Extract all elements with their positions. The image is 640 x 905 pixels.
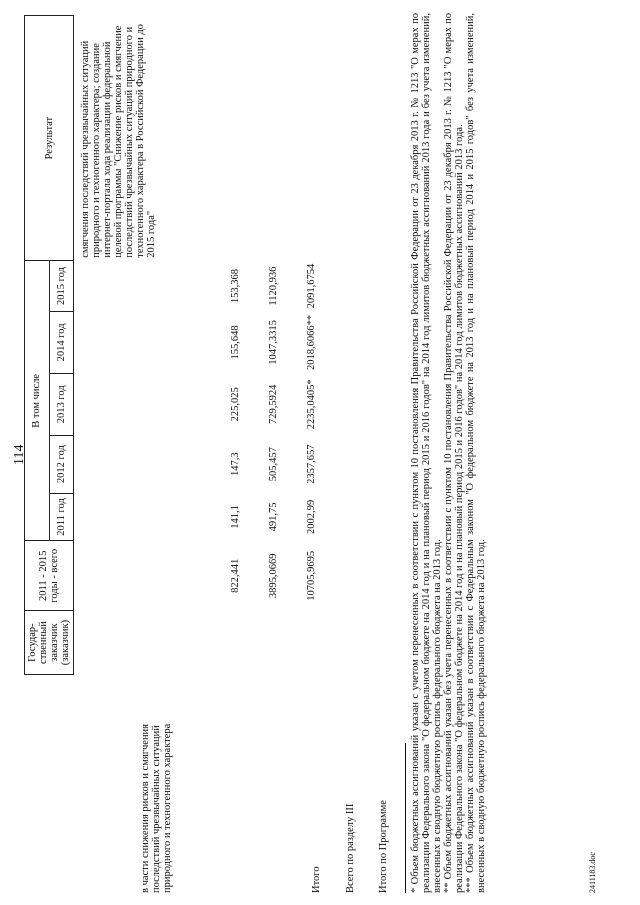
footnote-1: * Объем бюджетных ассигнований указан с учетом перенесенных в соответствии с пунктом 10 постановления Правительства Российской Федерации от 23 декабря 2013 г. № 1213 "О мерах по реализации Федерального закона "О федеральном бюджете на 2014 год и на плановый период 2015 и 2016 годов" на 2014 год лимитов бюджетных ассигнований 2013 года и без учета изменений, внесенных в сводную бюджетную роспись федерального бюджета на 2013 год.: [410, 13, 443, 893]
header-year-2011: 2011 год: [49, 493, 74, 541]
footnote-3: *** Объем бюджетных ассигнований указан в соответствии с Федеральным законом "О федеральном бюджете на 2013 год и на плановый период 2014 и 2015 годов" без учета изменений, внесенных в сводную бюджетную роспись федерального бюджета на 2013 год.: [465, 13, 487, 893]
budget-table: [24, 15, 319, 675]
total-cell: 10705,9695: [306, 550, 317, 601]
year-2012-cell: 147,3: [230, 452, 241, 476]
year-2011-cell: 491,75: [268, 502, 279, 532]
header-year-2013: 2013 год: [49, 373, 74, 435]
year-2015-cell: 153,368: [230, 269, 241, 304]
row-label-program-total: Итого по Программе: [378, 800, 389, 893]
year-2011-cell: 2002,99: [306, 499, 317, 535]
footnotes: [410, 13, 487, 893]
year-2012-cell: 505,457: [268, 447, 279, 482]
row-label-itogo: Итого: [311, 866, 322, 893]
year-2014-cell: 155,648: [230, 325, 241, 360]
year-2013-cell: 2235,0405*: [306, 379, 317, 430]
header-year-2015: 2015 год: [49, 261, 74, 312]
table-row-result-text: [74, 16, 229, 675]
table-row: [304, 16, 319, 675]
topic-text: в части снижения рисков и смягчения последствий чрезвычайных ситуаций природного и техногенного характера: [140, 723, 173, 893]
header-in-that-number: В том числе: [25, 261, 50, 541]
header-result: Результат: [25, 16, 74, 261]
file-code: 2411183.doc: [588, 852, 597, 893]
year-2015-cell: 2091,6754: [306, 263, 317, 309]
footnote-2: ** Объем бюджетных ассигнований указан без учета перенесенных в соответствии с пунктом 10 постановления Правительства Российской Федерации от 23 декабря 2013 г. № 1213 "О мерах по реализации Федерального закона "О федеральном бюджете на 2014 год и на плановый период 2015 и 2016 годов" на 2014 год лимитов бюджетных ассигнований 2013 года.: [443, 13, 465, 893]
header-year-2012: 2012 год: [49, 435, 74, 493]
year-2013-cell: 729,5924: [268, 384, 279, 424]
year-2014-cell: 1047,3315: [268, 320, 279, 365]
total-cell: 822,441: [230, 558, 241, 593]
header-total: 2011 - 2015 годы - всего: [25, 541, 74, 611]
year-2012-cell: 2357,657: [306, 444, 317, 484]
table-row: [228, 16, 243, 675]
header-customer: Государ- ственный заказчик (заказчик): [25, 611, 74, 675]
year-2015-cell: 1120,936: [268, 266, 279, 306]
row-label-section-total: Всего по разделу III: [345, 803, 356, 893]
year-2011-cell: 141,1: [230, 505, 241, 529]
header-year-2014: 2014 год: [49, 311, 74, 373]
total-cell: 3895,0669: [268, 553, 279, 599]
footnote-divider: [405, 743, 406, 893]
page-number: 114: [12, 444, 27, 465]
year-2013-cell: 225,025: [230, 387, 241, 422]
table-row: [266, 16, 281, 675]
result-text: смягчения последствий чрезвычайных ситуаций природного и техногенного характера; создание интернет-портала хода реализации федеральной целевой программы "Снижение рисков и смягчение последствий чрезвычайных ситуаций природного и техногенного характера в Российской Федерации до 2015 года": [80, 24, 157, 258]
year-2014-cell: 2018,6066**: [306, 314, 317, 370]
